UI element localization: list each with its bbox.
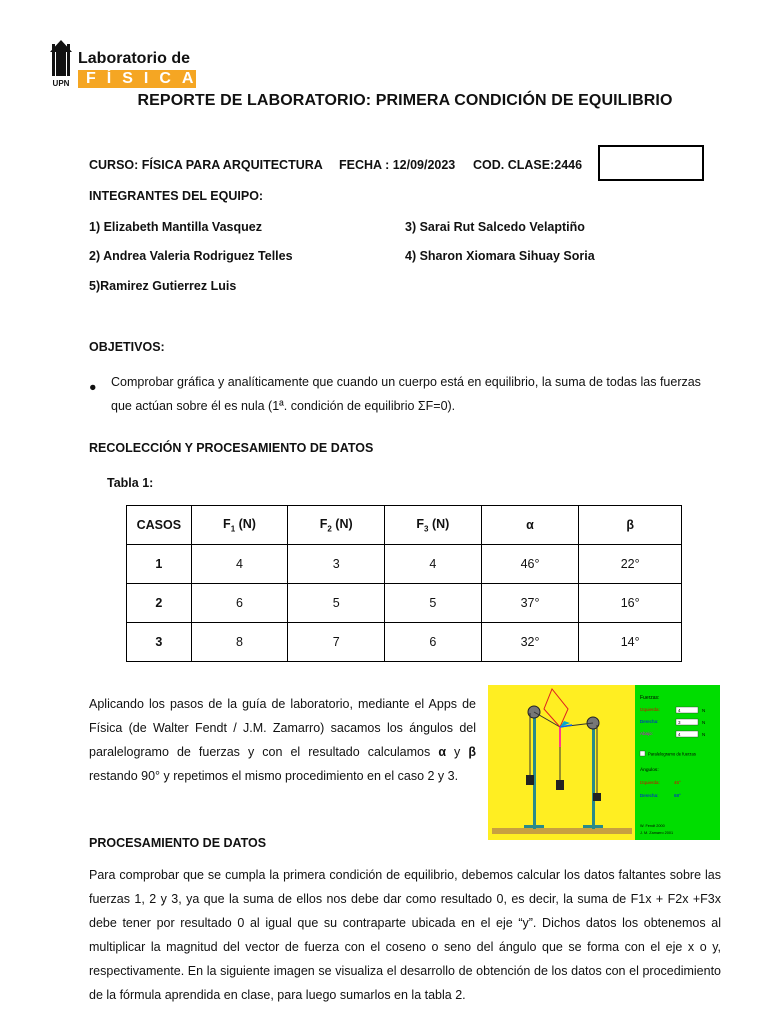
applet-credit-2: J. M. Zamarro 2001: [640, 831, 674, 835]
header-f3: $F_3$ (N): [385, 506, 482, 545]
applet-force-down-label: Abajo:: [640, 731, 653, 736]
cell-alpha: 32°: [481, 623, 579, 662]
logo-line1: Laboratorio de: [78, 50, 191, 67]
cell-f3: 6: [385, 623, 482, 662]
applet-force-left-value: 4: [678, 708, 681, 713]
applet-force-down-value: 4: [678, 732, 681, 737]
applying-paragraph: Aplicando los pasos de la guía de laboratorio, mediante el Apps de Física (de Walter Fendt / J.M. Zamarro) sacamos los ángulos del paralelogramo de fuerzas y con el resultado calculamos α y β restando 90° y repetimos el mismo procedimiento en el caso 2 y 3.: [89, 697, 476, 783]
table-row: [127, 623, 682, 662]
collection-heading: RECOLECCIÓN Y PROCESAMIENTO DE DATOS: [89, 441, 374, 455]
cell-beta: 14°: [579, 623, 682, 662]
cell-caso: 3: [127, 623, 192, 662]
header-f2: $F_2$ (N): [288, 506, 385, 545]
logo-line2: FÍSICA: [86, 70, 205, 87]
applet-force-left-unit: N: [702, 708, 706, 713]
applet-force-right-label: Derecha:: [640, 719, 659, 724]
cell-f1: 4: [191, 545, 288, 584]
member-5: 5)Ramirez Gutierrez Luis: [89, 279, 237, 293]
cell-f2: 3: [288, 545, 385, 584]
applet-force-left-label: Izquierda:: [640, 707, 660, 712]
cell-beta: 16°: [579, 584, 682, 623]
table-label: Tabla 1:: [107, 476, 154, 490]
member-3: 3) Sarai Rut Salcedo Velaptiño: [405, 220, 585, 234]
data-table: [126, 505, 682, 662]
cell-f2: 7: [288, 623, 385, 662]
applet-checkbox-label: Paralelogramo de fuerzas: [648, 751, 696, 757]
applet-angle-left-label: Izquierda:: [640, 780, 660, 785]
header-f1: $F_1$ (N): [191, 506, 288, 545]
applet-angle-left-value: 46°: [674, 780, 681, 785]
empty-box: [598, 145, 704, 181]
upn-logo-icon: [48, 40, 74, 88]
applet-checkbox: [640, 751, 645, 756]
cell-f1: 8: [191, 623, 288, 662]
header-casos: CASOS: [127, 506, 192, 545]
member-2: 2) Andrea Valeria Rodriguez Telles: [89, 249, 293, 263]
cell-caso: 1: [127, 545, 192, 584]
objectives-heading: OBJETIVOS:: [89, 340, 165, 354]
date-label: FECHA : 12/09/2023: [339, 158, 456, 172]
cell-f1: 6: [191, 584, 288, 623]
class-code-label: COD. CLASE:2446: [473, 158, 583, 172]
team-heading: INTEGRANTES DEL EQUIPO:: [89, 189, 264, 203]
applet-credit-1: W. Fendt 2000: [640, 824, 665, 828]
page-title: REPORTE DE LABORATORIO: PRIMERA CONDICIÓN DE EQUILIBRIO: [137, 92, 673, 109]
table-row: [127, 584, 682, 623]
objective-text: Comprobar gráfica y analíticamente que cuando un cuerpo está en equilibrio, la suma de todas las fuerzas que actúan sobre él es nula (1ª. condición de equilibrio ΣF=0).: [111, 375, 701, 413]
cell-alpha: 46°: [481, 545, 579, 584]
applet-angle-right-value: 68°: [674, 793, 681, 798]
cell-f3: 4: [385, 545, 482, 584]
cell-caso: 2: [127, 584, 192, 623]
applet-angle-right-label: Derecha:: [640, 793, 659, 798]
header-beta: β: [579, 506, 682, 545]
cell-f3: 5: [385, 584, 482, 623]
member-1: 1) Elizabeth Mantilla Vasquez: [89, 220, 262, 234]
processing-heading: PROCESAMIENTO DE DATOS: [89, 836, 267, 850]
applet-forces-label: Fuerzas:: [640, 695, 660, 701]
applet-force-right-value: 3: [678, 720, 681, 725]
logo-line2-bar: [78, 70, 205, 88]
applet-angles-label: Ángulos:: [640, 768, 659, 773]
header-alpha: α: [481, 506, 579, 545]
cell-beta: 22°: [579, 545, 682, 584]
applet-force-down-unit: N: [702, 732, 706, 737]
logo-emblem-text: UPN: [52, 79, 70, 88]
bullet-icon: ●: [89, 380, 97, 394]
course-label: CURSO: FÍSICA PARA ARQUITECTURA: [89, 158, 323, 172]
applet-force-right-unit: N: [702, 720, 706, 725]
table-row: [127, 545, 682, 584]
table-header-row: [127, 506, 682, 545]
cell-alpha: 37°: [481, 584, 579, 623]
cell-f2: 5: [288, 584, 385, 623]
processing-paragraph: Para comprobar que se cumpla la primera condición de equilibrio, debemos calcular los datos faltantes sobre las fuerzas 1, 2 y 3, ya que la suma de ellos nos debe dar como resultado 0, es decir, la suma de F1x + F2x +F3x debe tener por resultado 0 al igual que su contraparte ubicada en el eje “y”. Dichos datos los obtenemos al multiplicar la magnitud del vector de fuerza con el coseno o seno del ángulo que se forma con el eje x o y, respectivamente. En la siguiente imagen se visualiza el desarrollo de obtención de los datos con el procedimiento de la fórmula aprendida en clase, para luego sumarlos en la tabla 2.: [89, 868, 721, 1002]
member-4: 4) Sharon Xiomara Sihuay Soria: [405, 249, 595, 263]
force-table-applet-image: [488, 685, 720, 840]
